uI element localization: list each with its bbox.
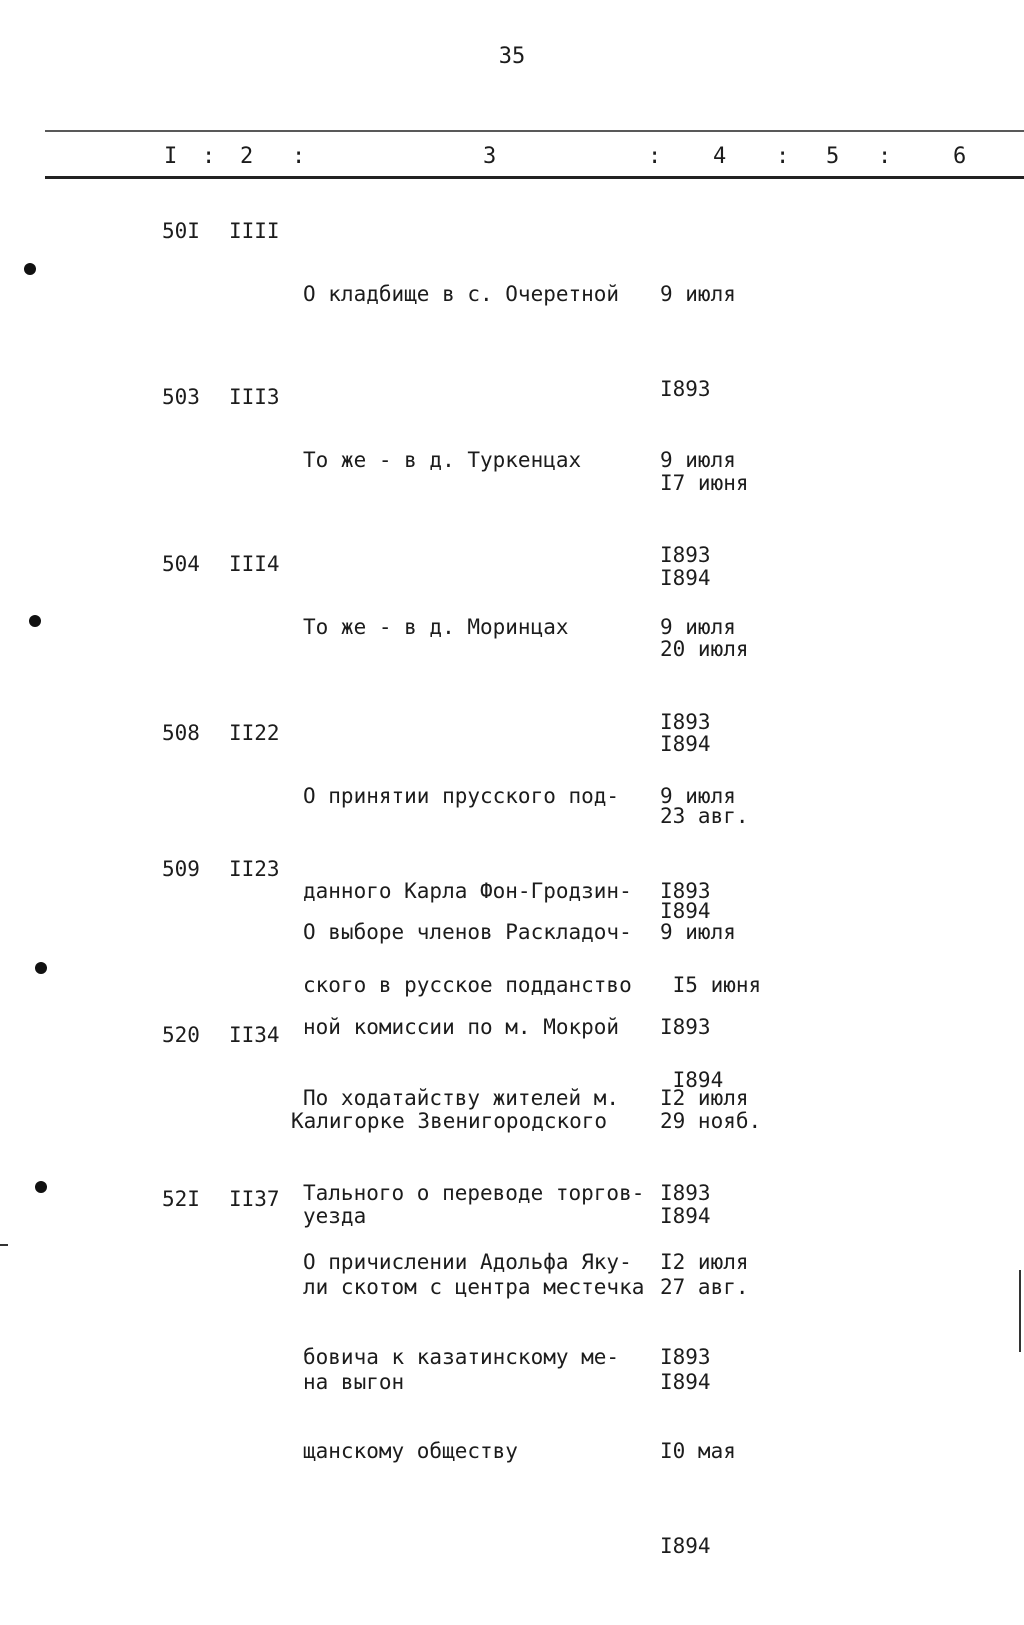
title-line: Тального о переводе торгов- (303, 1180, 645, 1205)
column-header-5: 5 (826, 144, 840, 169)
title-line: на выгон (303, 1369, 405, 1394)
date-line: I893 (660, 709, 711, 734)
date-line: I893 (660, 376, 711, 401)
title-line: ли скотом с центра местечка (303, 1275, 645, 1299)
file-number: II22 (229, 721, 280, 745)
title-line: данного Карла Фон-Гродзин- (303, 878, 632, 903)
table-header (0, 144, 1024, 172)
header-top-rule (45, 130, 1024, 132)
binding-hole (29, 615, 41, 627)
date-line: I893 (660, 878, 711, 903)
date-line: I894 (660, 898, 711, 923)
file-number: II34 (229, 1023, 280, 1047)
page-number: 35 (498, 44, 526, 69)
date-line: I5 июня (660, 973, 762, 997)
date-line: 9 июля (660, 615, 736, 639)
entry-title (303, 216, 648, 374)
date-line: I894 (660, 731, 711, 756)
entry-number: 504 (162, 552, 200, 576)
column-separator: : (878, 144, 892, 169)
date-line: 27 авг. (660, 1275, 749, 1299)
file-number: IIII (229, 219, 280, 243)
title-line: О принятии прусского под- (303, 784, 620, 808)
column-header-4: 4 (713, 144, 727, 169)
title-line: По ходатайству жителей м. (303, 1086, 620, 1110)
date-line: 9 июля (660, 282, 736, 306)
binding-hole (24, 263, 36, 275)
entry-number: 503 (162, 385, 200, 409)
date-line: I893 (660, 1180, 711, 1205)
file-number: II37 (229, 1187, 280, 1211)
entry-number: 50I (162, 219, 200, 243)
column-header-6: 6 (953, 144, 967, 169)
file-number: III4 (229, 552, 280, 576)
column-header-2: 2 (240, 144, 254, 169)
file-number: III3 (229, 385, 280, 409)
date-line: I894 (660, 1067, 724, 1092)
column-separator: : (202, 144, 216, 169)
date-line: I894 (660, 1203, 711, 1228)
column-separator: : (648, 144, 662, 169)
entry-title (303, 382, 648, 540)
column-separator: : (776, 144, 790, 169)
date-line: 20 июля (660, 637, 749, 661)
binding-hole (35, 962, 47, 974)
title-line: ной комиссии по м. Мокрой (303, 1014, 620, 1039)
title-line: То же - в д. Туркенцах (303, 448, 582, 472)
title-line: уезда (303, 1203, 367, 1228)
date-line: I894 (660, 1533, 711, 1558)
entry-title (303, 1184, 648, 1531)
margin-tick (0, 1244, 8, 1246)
file-number: II23 (229, 857, 280, 881)
date-line: I893 (660, 1014, 711, 1039)
title-line: бовича к казатинскому ме- (303, 1344, 620, 1369)
title-line: О причислении Адольфа Яку- (303, 1250, 632, 1274)
entry-number: 52I (162, 1187, 200, 1211)
date-line: 29 нояб. (660, 1109, 762, 1133)
date-line: 9 июля (660, 448, 736, 472)
date-line: I893 (660, 1344, 711, 1369)
date-line: I894 (660, 565, 711, 590)
date-line: 9 июля (660, 920, 736, 944)
entry-number: 508 (162, 721, 200, 745)
entry-number: 509 (162, 857, 200, 881)
binding-hole (35, 1181, 47, 1193)
title-line: То же - в д. Моринцах (303, 615, 569, 639)
date-line: 23 авг. (660, 804, 749, 828)
title-line: О кладбище в с. Очеретной (303, 282, 620, 306)
page-edge-mark (1019, 1270, 1021, 1352)
date-line: I894 (660, 1369, 711, 1394)
title-line: О выборе членов Раскладоч- (303, 920, 632, 944)
date-line: I7 июня (660, 471, 749, 495)
date-line: I0 мая (660, 1439, 736, 1463)
column-header-3: 3 (483, 144, 497, 169)
entry-dates (660, 1184, 749, 1625)
column-header-1: I (164, 144, 178, 169)
entry-title (303, 549, 648, 707)
title-line: Калигорке Звенигородского (291, 1109, 608, 1133)
date-line: I2 июля (660, 1250, 749, 1274)
date-line: 9 июля (660, 784, 736, 808)
entry-number: 520 (162, 1023, 200, 1047)
header-bottom-rule (45, 176, 1024, 179)
date-line: I893 (660, 542, 711, 567)
date-line: I2 июля (660, 1086, 749, 1110)
title-line: щанскому обществу (303, 1439, 518, 1463)
column-separator: : (292, 144, 306, 169)
title-line: ского в русское подданство (303, 973, 632, 997)
